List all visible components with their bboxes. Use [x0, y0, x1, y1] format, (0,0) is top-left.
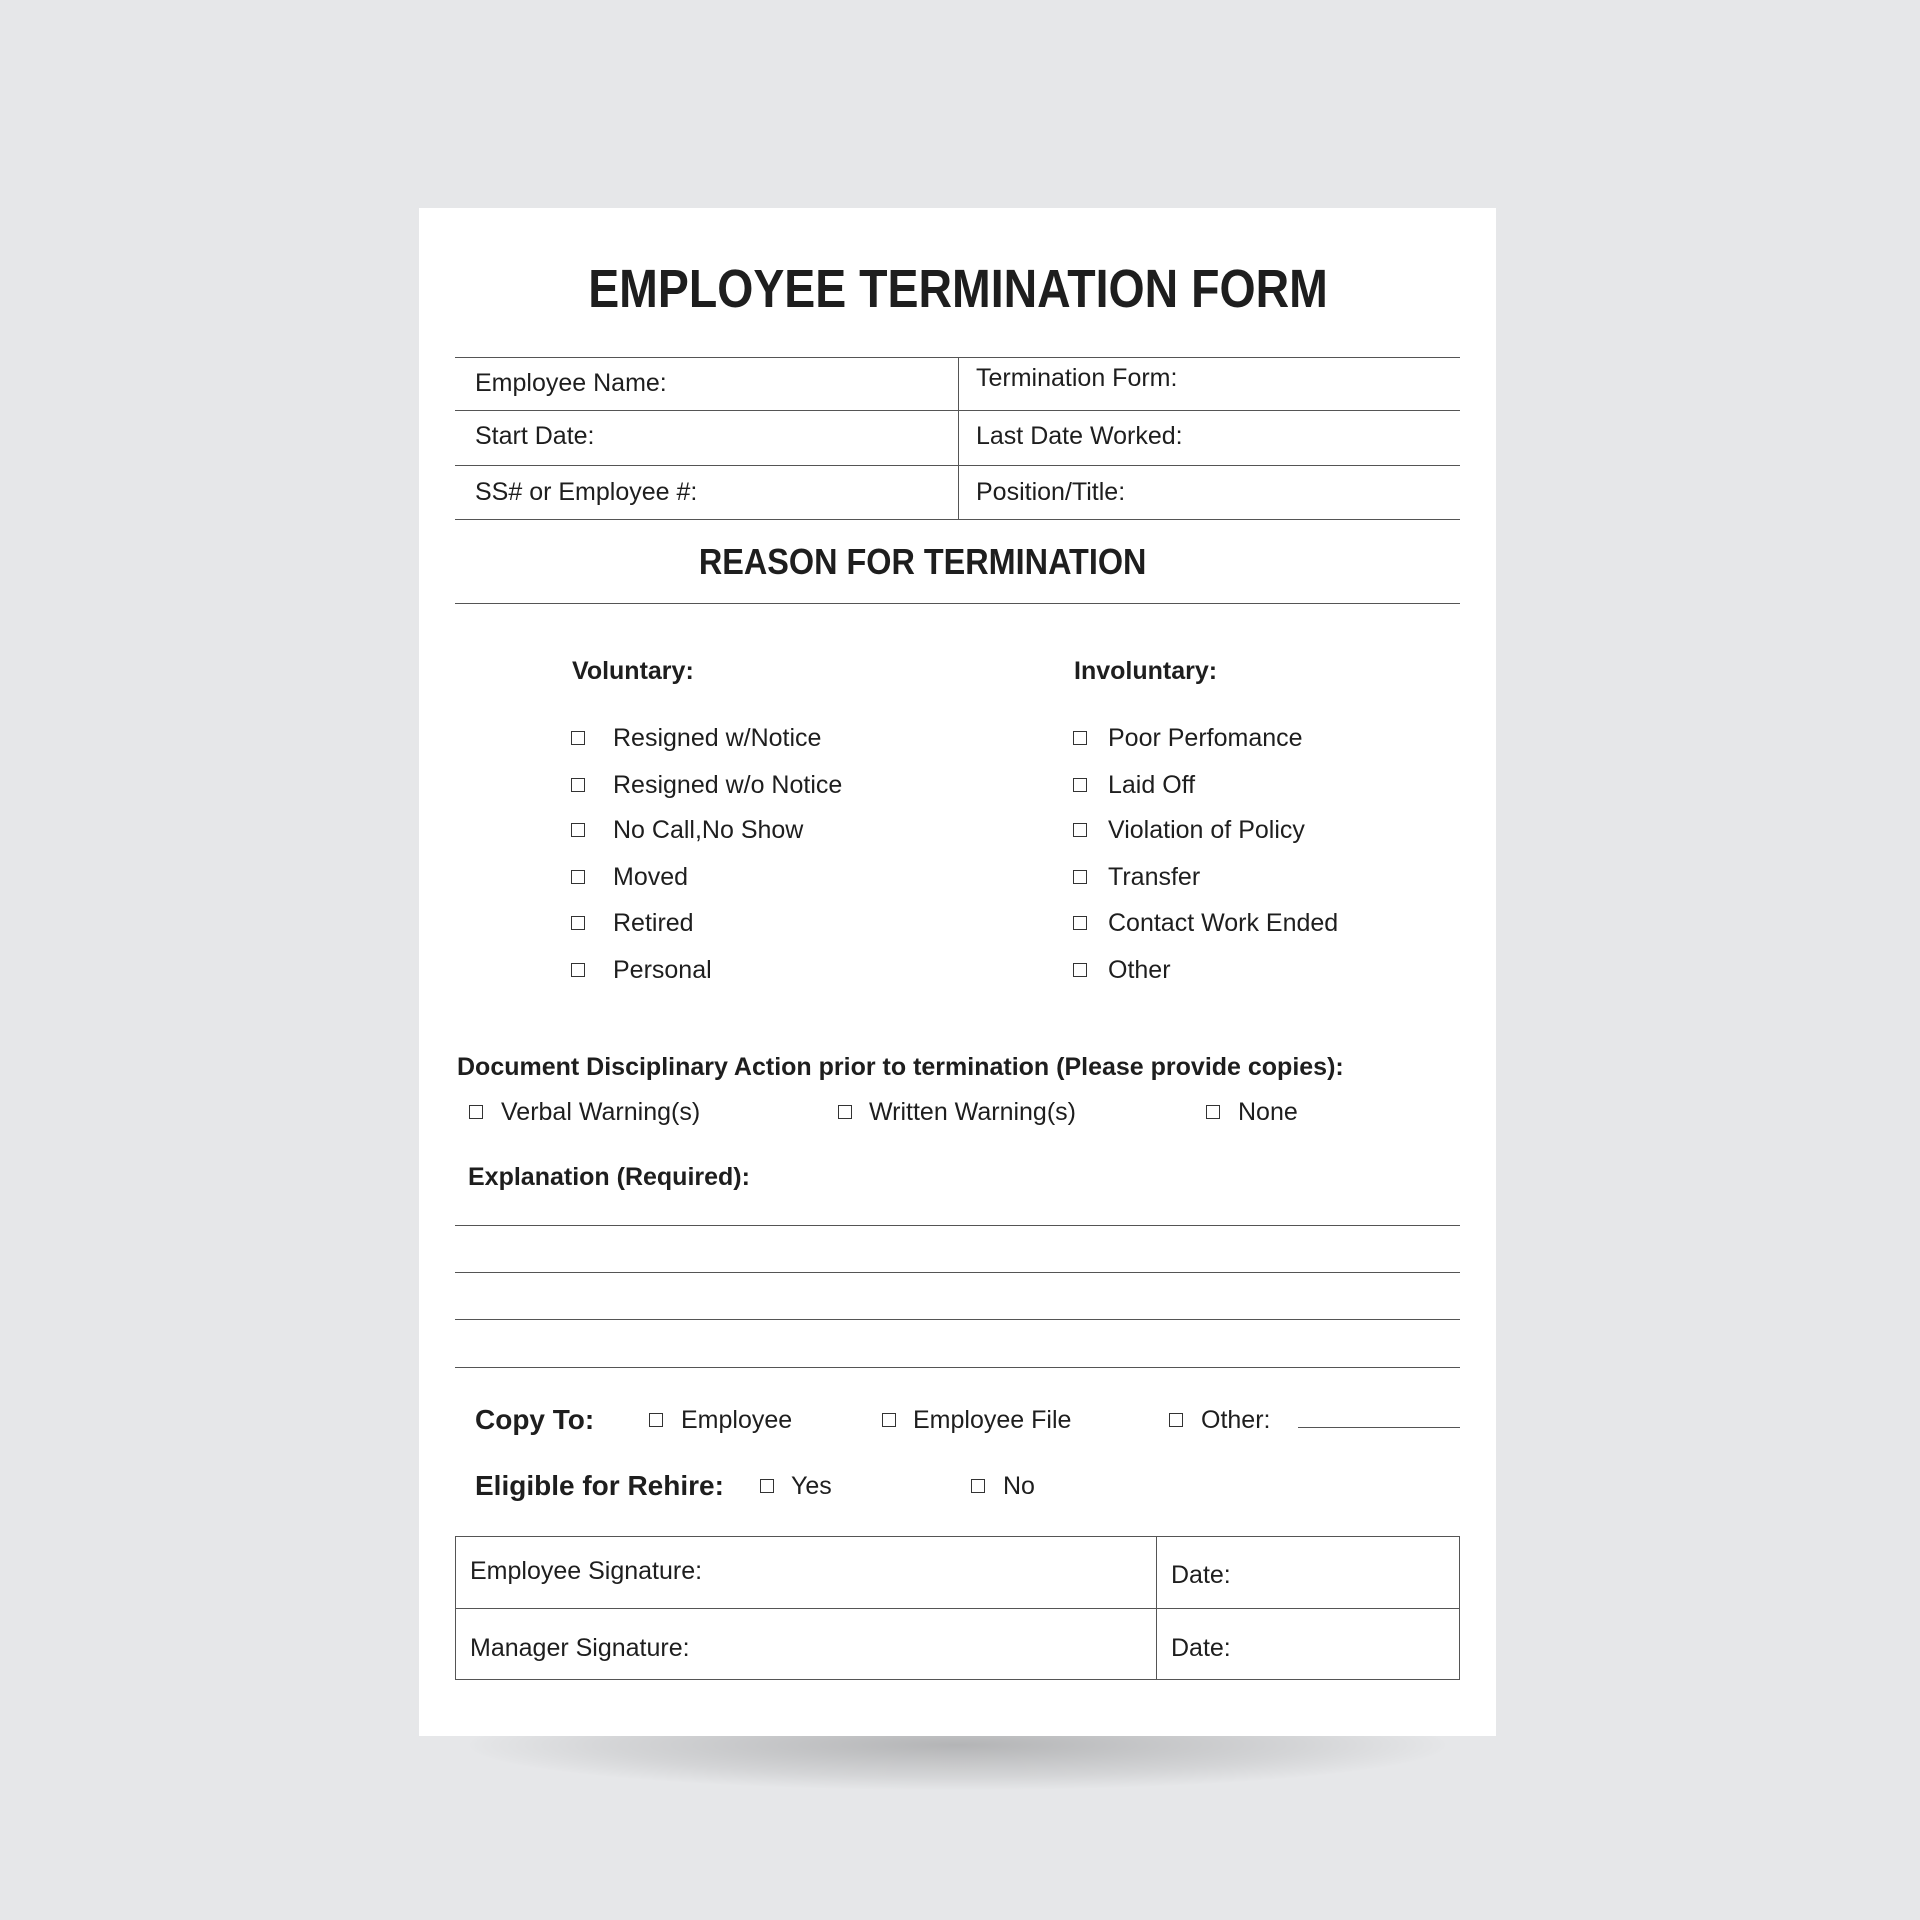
involuntary-reason-checkbox[interactable]: [1073, 731, 1087, 745]
rehire-yes-checkbox[interactable]: [760, 1479, 774, 1493]
written-warning-checkbox[interactable]: [838, 1105, 852, 1119]
rehire-no-checkbox[interactable]: [971, 1479, 985, 1493]
verbal-warning-checkbox[interactable]: [469, 1105, 483, 1119]
copy-other-checkbox[interactable]: [1169, 1413, 1183, 1427]
explanation-line[interactable]: [455, 1367, 1460, 1368]
involuntary-reason-checkbox[interactable]: [1073, 778, 1087, 792]
involuntary-reason-checkbox[interactable]: [1073, 916, 1087, 930]
voluntary-heading: Voluntary:: [572, 657, 694, 685]
explanation-line[interactable]: [455, 1272, 1460, 1273]
rehire-label: Eligible for Rehire:: [475, 1470, 724, 1501]
voluntary-reason-label: Personal: [613, 956, 712, 984]
divider: [1156, 1536, 1157, 1680]
manager-signature-date-field[interactable]: Date:: [1171, 1634, 1231, 1662]
involuntary-reason-label: Other: [1108, 956, 1171, 984]
divider: [455, 603, 1460, 604]
voluntary-reason-label: Resigned w/o Notice: [613, 771, 843, 799]
copy-other-line[interactable]: [1298, 1427, 1460, 1428]
none-checkbox[interactable]: [1206, 1105, 1220, 1119]
manager-signature-field[interactable]: Manager Signature:: [470, 1634, 690, 1662]
involuntary-reason-checkbox[interactable]: [1073, 823, 1087, 837]
copy-employee-file-label: Employee File: [913, 1406, 1072, 1434]
termination-form-field[interactable]: Termination Form:: [976, 364, 1178, 392]
start-date-field[interactable]: Start Date:: [475, 422, 595, 450]
form-title: [419, 258, 1496, 320]
involuntary-reason-label: Contact Work Ended: [1108, 909, 1339, 937]
copy-to-label: Copy To:: [475, 1404, 595, 1435]
employee-name-field[interactable]: Employee Name:: [475, 369, 667, 397]
disciplinary-heading: Document Disciplinary Action prior to termination (Please provide copies):: [457, 1053, 1344, 1081]
rehire-yes-label: Yes: [791, 1472, 832, 1500]
reason-heading: [419, 541, 1426, 583]
verbal-warning-label: Verbal Warning(s): [501, 1098, 701, 1126]
voluntary-reason-label: No Call,No Show: [613, 816, 804, 844]
divider: [455, 519, 1460, 520]
last-date-worked-field[interactable]: Last Date Worked:: [976, 422, 1183, 450]
voluntary-reason-checkbox[interactable]: [571, 731, 585, 745]
involuntary-reason-checkbox[interactable]: [1073, 963, 1087, 977]
written-warning-label: Written Warning(s): [869, 1098, 1076, 1126]
voluntary-reason-checkbox[interactable]: [571, 823, 585, 837]
involuntary-reason-checkbox[interactable]: [1073, 870, 1087, 884]
copy-employee-label: Employee: [681, 1406, 793, 1434]
involuntary-reason-label: Laid Off: [1108, 771, 1196, 799]
explanation-label: Explanation (Required):: [468, 1163, 750, 1191]
none-label: None: [1238, 1098, 1298, 1126]
voluntary-reason-label: Retired: [613, 909, 694, 937]
explanation-line[interactable]: [455, 1319, 1460, 1320]
voluntary-reason-checkbox[interactable]: [571, 870, 585, 884]
divider: [455, 1608, 1460, 1609]
termination-form-page: [419, 208, 1496, 1736]
involuntary-reason-label: Transfer: [1108, 863, 1201, 891]
position-title-field[interactable]: Position/Title:: [976, 478, 1126, 506]
explanation-line[interactable]: [455, 1225, 1460, 1226]
employee-signature-date-field[interactable]: Date:: [1171, 1561, 1231, 1589]
voluntary-reason-checkbox[interactable]: [571, 916, 585, 930]
involuntary-reason-label: Violation of Policy: [1108, 816, 1305, 844]
involuntary-reason-label: Poor Perfomance: [1108, 724, 1303, 752]
employee-number-field[interactable]: SS# or Employee #:: [475, 478, 698, 506]
copy-employee-checkbox[interactable]: [649, 1413, 663, 1427]
voluntary-reason-checkbox[interactable]: [571, 963, 585, 977]
reason-heading-text: REASON FOR TERMINATION: [698, 541, 1147, 582]
involuntary-heading: Involuntary:: [1074, 657, 1218, 685]
voluntary-reason-label: Resigned w/Notice: [613, 724, 822, 752]
rehire-no-label: No: [1003, 1472, 1035, 1500]
copy-other-label: Other:: [1201, 1406, 1271, 1434]
divider: [958, 357, 959, 519]
employee-signature-field[interactable]: Employee Signature:: [470, 1557, 703, 1585]
copy-employee-file-checkbox[interactable]: [882, 1413, 896, 1427]
form-title-text: EMPLOYEE TERMINATION FORM: [587, 259, 1328, 319]
voluntary-reason-label: Moved: [613, 863, 689, 891]
voluntary-reason-checkbox[interactable]: [571, 778, 585, 792]
